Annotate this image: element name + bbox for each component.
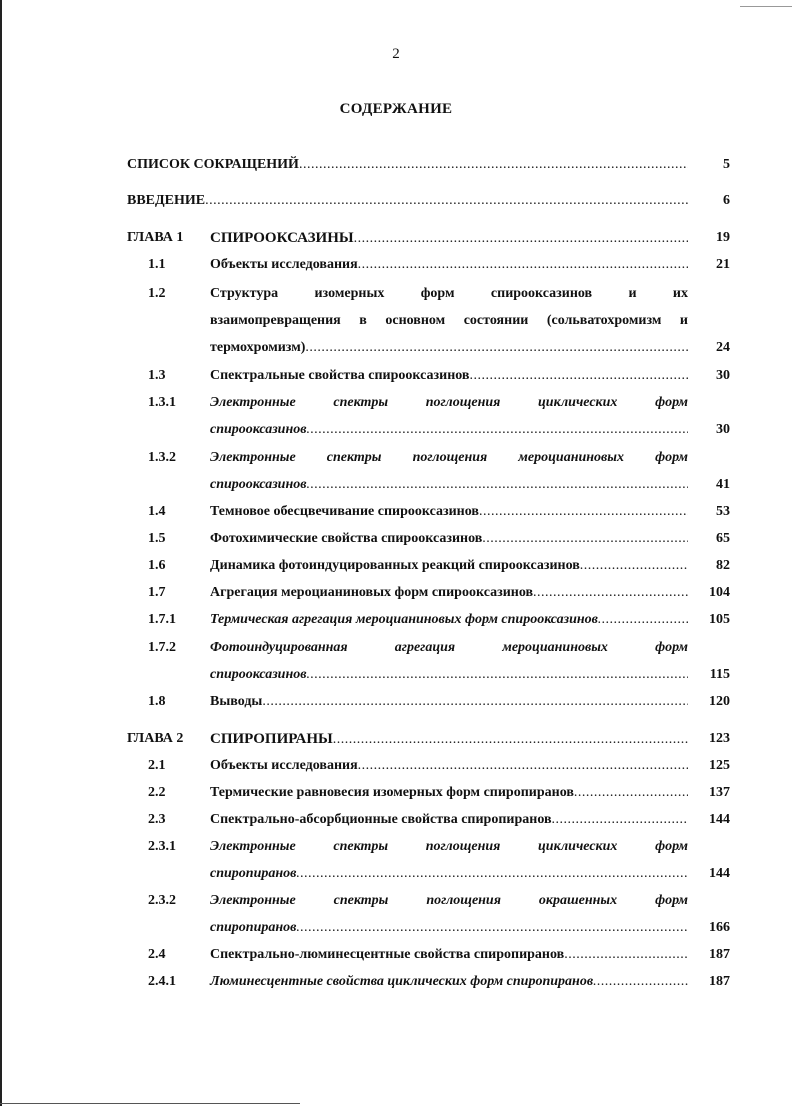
toc-page-number: 125 (709, 758, 730, 773)
toc-entry-line: Электронные спектры поглощения окрашенных форм (210, 893, 688, 908)
toc-page-number: 115 (709, 667, 730, 682)
toc-page-number: 166 (709, 920, 730, 935)
section-number: 2.3 (148, 812, 166, 827)
chapter-number: ГЛАВА 1 (127, 230, 184, 245)
section-number: 1.1 (148, 257, 166, 272)
toc-entry-title: Динамика фотоиндуцированных реакций спирооксазинов (210, 558, 580, 573)
section-number: 1.5 (148, 531, 166, 546)
section-number: 1.7 (148, 585, 166, 600)
toc-entry-title: Термическая агрегация мероцианиновых форм спирооксазинов (210, 612, 598, 627)
toc-page-number: 187 (709, 947, 730, 962)
toc-page-number: 65 (716, 531, 730, 546)
toc-page-number: 144 (709, 812, 730, 827)
toc-entry-title: Объекты исследования (210, 758, 358, 773)
section-number: 1.3.2 (148, 450, 176, 465)
toc-entry-title: ВВЕДЕНИЕ (127, 193, 206, 208)
toc-entry-title: СПИСОК СОКРАЩЕНИЙ (127, 157, 299, 172)
toc-entry-line: Структура изомерных форм спирооксазинов и их (210, 286, 688, 301)
toc-entry-title: Агрегация мероцианиновых форм спирооксазинов (210, 585, 534, 600)
section-number: 1.3.1 (148, 395, 176, 410)
toc-page-number: 5 (723, 157, 730, 172)
section-number: 1.7.2 (148, 640, 176, 655)
section-number: 1.4 (148, 504, 166, 519)
toc-entry-line: Электронные спектры поглощения циклических форм (210, 839, 688, 854)
toc-page-number: 19 (716, 230, 730, 245)
page-number: 2 (392, 46, 400, 62)
toc-page-number: 30 (716, 368, 730, 383)
section-number: 1.8 (148, 694, 166, 709)
toc-entry-title: Темновое обесцвечивание спирооксазинов (210, 504, 479, 519)
toc-entry-line: спирооксазинов (210, 667, 307, 682)
section-number: 2.3.2 (148, 893, 176, 908)
toc-page-number: 105 (709, 612, 730, 627)
toc-page-number: 6 (723, 193, 730, 208)
toc-entry-line: спиропиранов (210, 920, 297, 935)
toc-page-number: 187 (709, 974, 730, 989)
toc-entry-title: Спектральные свойства спирооксазинов (210, 368, 470, 383)
section-number: 2.2 (148, 785, 166, 800)
toc-page-number: 21 (716, 257, 730, 272)
section-number: 1.6 (148, 558, 166, 573)
toc-page-number: 41 (716, 477, 730, 492)
toc-entry-title: Спектрально-люминесцентные свойства спиропиранов (210, 947, 565, 962)
toc-entry-title: СПИРООКСАЗИНЫ (210, 230, 354, 246)
toc-entry-title: Люминесцентные свойства циклических форм спиропиранов (210, 974, 594, 989)
toc-entry-title: СПИРОПИРАНЫ (210, 731, 333, 747)
toc-page-number: 120 (709, 694, 730, 709)
toc-entry-line: Электронные спектры поглощения мероцианиновых форм (210, 450, 688, 465)
toc-entry-line: Электронные спектры поглощения циклических форм (210, 395, 688, 410)
toc-entry-title: Спектрально-абсорбционные свойства спиропиранов (210, 812, 552, 827)
toc-entry-title: Выводы (210, 694, 263, 709)
section-number: 2.4 (148, 947, 166, 962)
toc-entry-line: термохромизм) (210, 340, 306, 355)
toc-entry-title: Объекты исследования (210, 257, 358, 272)
toc-page-number: 24 (716, 340, 730, 355)
toc-page-number: 53 (716, 504, 730, 519)
toc-entry-title: Термические равновесия изомерных форм спиропиранов (210, 785, 574, 800)
toc-entry-line: взаимопревращения в основном состоянии (сольватохромизм и (210, 313, 688, 328)
toc-page-number: 144 (709, 866, 730, 881)
toc-entry-line: спирооксазинов (210, 422, 307, 437)
page-title: СОДЕРЖАНИЕ (339, 101, 453, 117)
toc-page-number: 104 (709, 585, 730, 600)
section-number: 2.4.1 (148, 974, 176, 989)
toc-entry-line: Фотоиндуцированная агрегация мероцианиновых форм (210, 640, 688, 655)
section-number: 1.3 (148, 368, 166, 383)
toc-page-number: 137 (709, 785, 730, 800)
toc-entry-line: спирооксазинов (210, 477, 307, 492)
section-number: 2.1 (148, 758, 166, 773)
section-number: 2.3.1 (148, 839, 176, 854)
chapter-number: ГЛАВА 2 (127, 731, 184, 746)
toc-page-number: 123 (709, 731, 730, 746)
toc-entry-title: Фотохимические свойства спирооксазинов (210, 531, 483, 546)
toc-page-number: 82 (716, 558, 730, 573)
section-number: 1.2 (148, 286, 166, 301)
toc-page-number: 30 (716, 422, 730, 437)
toc-entry-line: спиропиранов (210, 866, 297, 881)
section-number: 1.7.1 (148, 612, 176, 627)
